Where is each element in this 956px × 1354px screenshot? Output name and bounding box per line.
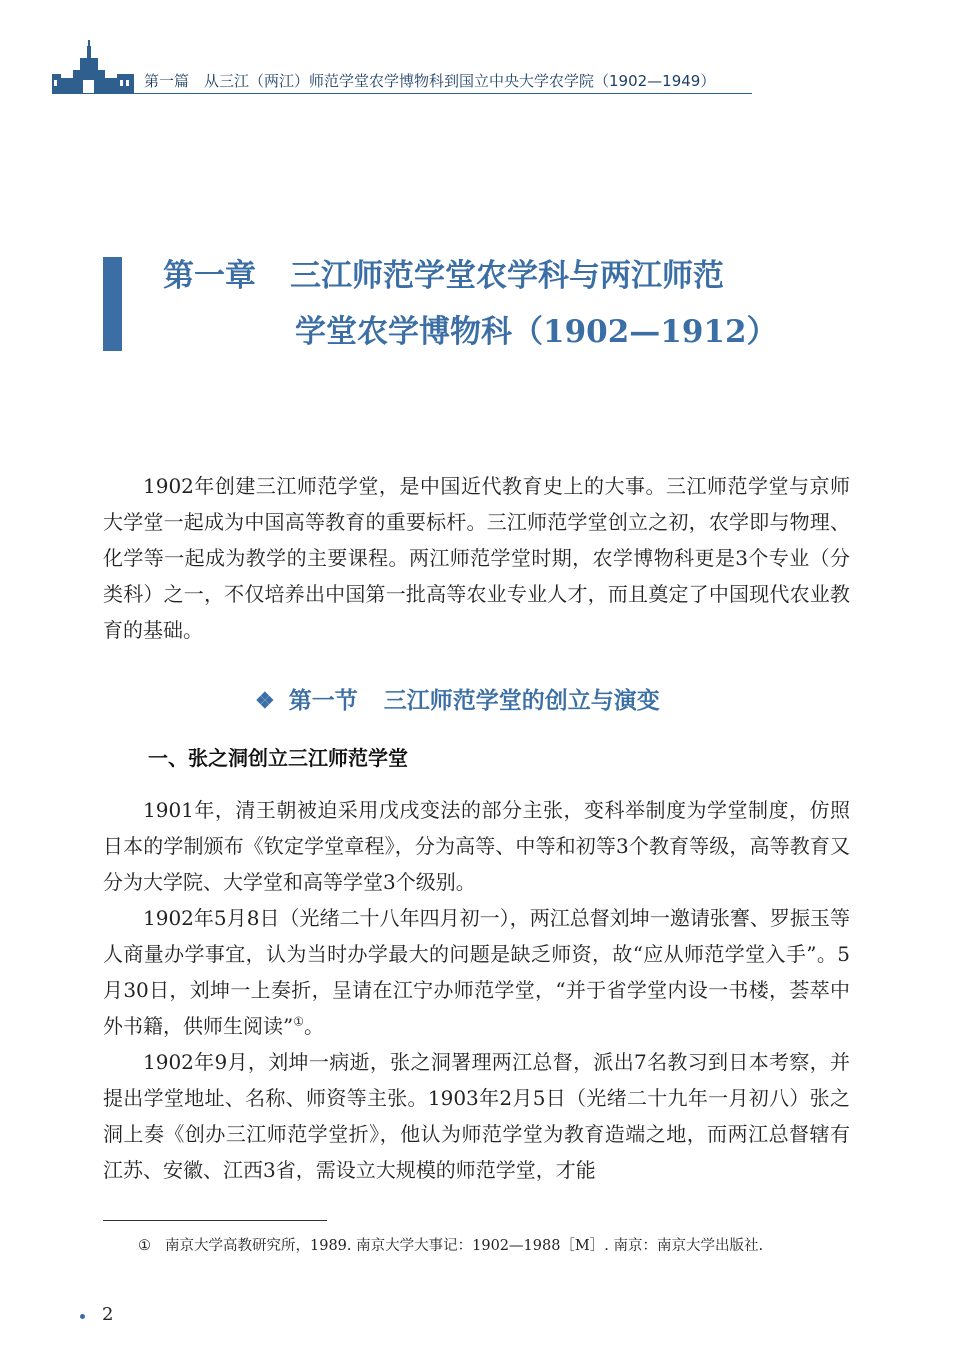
header-divider <box>52 93 752 94</box>
chapter-title-line2: 学堂农学博物科（1902—1912） <box>295 314 778 350</box>
running-header <box>52 40 752 96</box>
section-heading <box>255 682 660 715</box>
footnote-mark: ① <box>138 1238 151 1254</box>
footnote-divider <box>103 1220 327 1221</box>
body-paragraph: 1902年9月，刘坤一病逝，张之洞署理两江总督，派出7名教习到日本考察，并提出学堂地址、名称、师资等主张。1903年2月5日（光绪二十九年一月初八）张之洞上奏《创办三江师范学堂折》，他认为师范学堂为教育造端之地，而两江总督辖有江苏、安徽、江西3省，需设立大规模的师范学堂，才能 <box>103 1050 850 1182</box>
body-paragraph: 1901年，清王朝被迫采用戊戌变法的部分主张，变科举制度为学堂制度，仿照日本的学制颁布《钦定学堂章程》，分为高等、中等和初等3个教育等级，高等教育又分为大学院、大学堂和高等学堂3个级别。 <box>103 798 850 894</box>
footnote <box>138 1234 763 1255</box>
subsection-heading: 一、张之洞创立三江师范学堂 <box>148 746 408 770</box>
running-header-title: 第一篇 从三江（两江）师范学堂农学博物科到国立中央大学农学院（1902—1949） <box>144 72 716 90</box>
page-number: 2 <box>102 1304 114 1325</box>
body-paragraph <box>103 900 850 1044</box>
footnote-text: 南京大学高教研究所，1989. 南京大学大事记：1902—1988［M］. 南京：南京大学出版社. <box>165 1238 764 1254</box>
university-building-silhouette-icon <box>52 40 134 94</box>
chapter-label: 第一章 <box>163 258 256 294</box>
footnote-reference[interactable]: ① <box>293 1014 304 1029</box>
chapter-accent-bar <box>103 257 122 351</box>
body-paragraph-end: 。 <box>304 1014 324 1038</box>
section-label: 第一节 <box>288 687 358 714</box>
body-paragraph-text: 1902年5月8日（光绪二十八年四月初一），两江总督刘坤一邀请张謇、罗振玉等人商量办学事宜，认为当时办学最大的问题是缺乏师资，故“应从师范学堂入手”。5月30日，刘坤一上奏折，呈请在江宁办师范学堂，“并于省学堂内设一书楼，荟萃中外书籍，供师生阅读” <box>103 906 850 1038</box>
page-number-dot <box>80 1314 85 1319</box>
diamond-icon: ❖ <box>255 688 275 714</box>
chapter-heading <box>163 250 724 295</box>
intro-paragraph: 1902年创建三江师范学堂，是中国近代教育史上的大事。三江师范学堂与京师大学堂一起成为中国高等教育的重要标杆。三江师范学堂创立之初，农学即与物理、化学等一起成为教学的主要课程。两江师范学堂时期，农学博物科更是3个专业（分类科）之一，不仅培养出中国第一批高等农业专业人才，而且奠定了中国现代农业教育的基础。 <box>103 474 850 642</box>
chapter-title-line1: 三江师范学堂农学科与两江师范 <box>290 258 724 294</box>
section-title: 三江师范学堂的创立与演变 <box>383 687 660 714</box>
